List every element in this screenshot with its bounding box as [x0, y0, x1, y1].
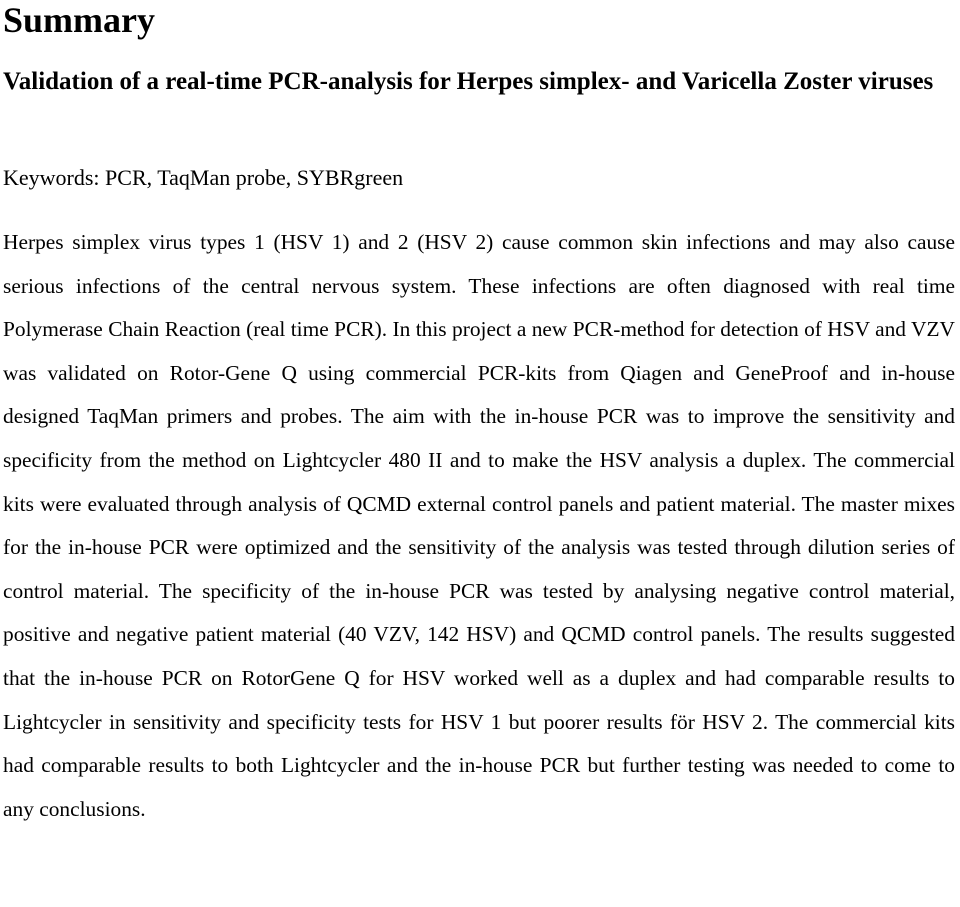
document-title: Validation of a real-time PCR-analysis for Herpes simplex- and Varicella Zoster viruses — [3, 68, 934, 95]
keywords-line: Keywords: PCR, TaqMan probe, SYBRgreen — [3, 165, 404, 190]
section-heading: Summary — [3, 0, 155, 40]
abstract-paragraph: Herpes simplex virus types 1 (HSV 1) and 2 (HSV 2) cause common skin infections and may also cause serious infections of the central nervous system. These infections are often diagnosed with real time Polymerase Chain Reaction (real time PCR). In this project a new PCR-method for detection of HSV and VZV was validated on Rotor-Gene Q using commercial PCR-kits from Qiagen and GeneProof and in-house designed TaqMan primers and probes. The aim with the in-house PCR was to improve the sensitivity and specificity from the method on Lightcycler 480 II and to make the HSV analysis a duplex. The commercial kits were evaluated through analysis of QCMD external control panels and patient material. The master mixes for the in-house PCR were optimized and the sensitivity of the analysis was tested through dilution series of control material. The specificity of the in-house PCR was tested by analysing negative control material, positive and negative patient material (40 VZV, 142 HSV) and QCMD control panels. The results suggested that the in-house PCR on RotorGene Q for HSV worked well as a duplex and had comparable results to Lightcycler in sensitivity and specificity tests for HSV 1 but poorer results för HSV 2. The commercial kits had comparable results to both Lightcycler and the in-house PCR but further testing was needed to come to any conclusions. — [3, 230, 955, 821]
